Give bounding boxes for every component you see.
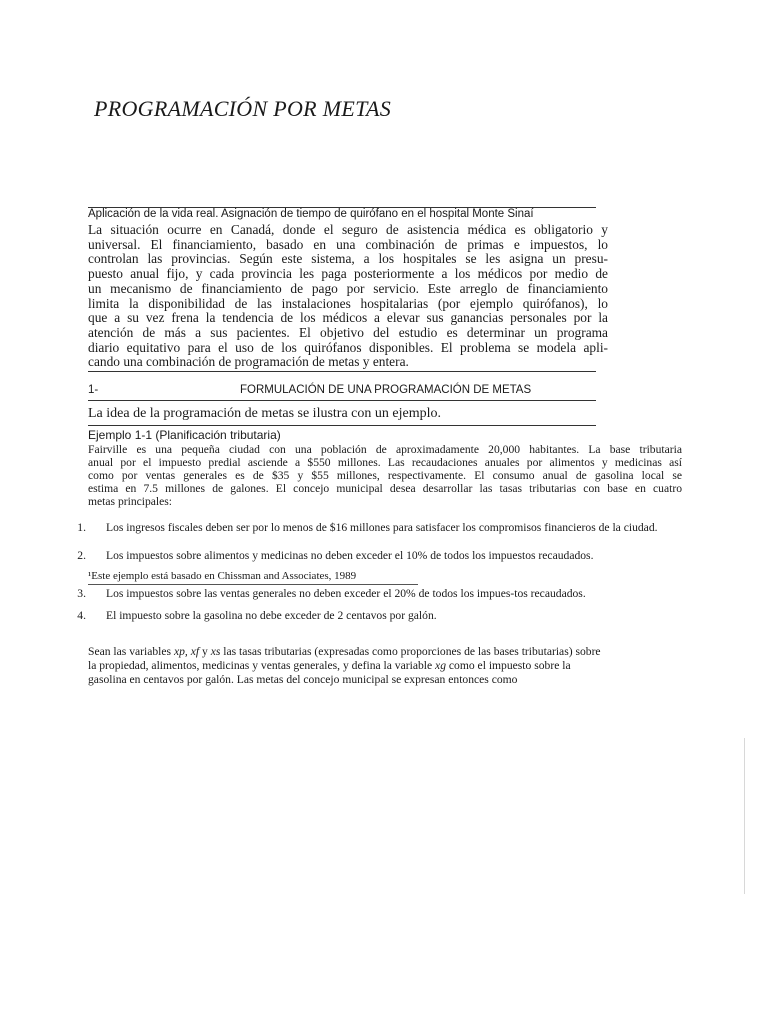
variables-line [88,645,682,659]
example-line: como por ventas generales es de $35 y $55 millones, respectivamente. El consumo anual de gasolina local se [88,469,682,483]
vars-text: la propiedad, alimentos, medicinas y ventas generales, y defina la variable [88,659,436,673]
goal-number: 1. [77,521,86,534]
variables-line [88,659,682,673]
case-line: controlan las provincias. Según este sistema, a los hospitales se les asigna un presu- [88,251,608,267]
example-line: anual por el impuesto predial asciende a $550 millones. Las recaudaciones anuales por alimentos y medicinas así [88,456,682,470]
goal-item [72,549,684,563]
vars-text: y [199,645,211,658]
case-line: limita la disponibilidad de las instalaciones hospitalarias (por ejemplo quirófanos), lo [88,295,608,311]
page-title: PROGRAMACIÓN POR METAS [94,96,392,121]
goal-number: 3. [77,587,86,600]
var-xs: xs [210,645,221,658]
case-line: atención de más a sus pacientes. El objetivo del estudio es determinar un programa [88,324,608,340]
goal-number: 4. [77,609,86,622]
section-title: FORMULACIÓN DE UNA PROGRAMACIÓN DE METAS [240,384,532,396]
goal-text: Los impuestos sobre alimentos y medicinas no deben exceder el 10% de todos los impuestos recaudados. [106,549,594,562]
example-body [88,443,682,508]
case-line: un mecanismo de financiamiento de pago por servicio. Este arreglo de financiamiento [88,280,608,296]
vars-text: las tasas tributarias (expresadas como proporciones de las bases tributarias) sobre [220,645,601,658]
section-rule [88,400,596,401]
variables-paragraph [88,645,682,688]
case-body [88,223,608,370]
goal-item [72,609,684,623]
case-line: La situación ocurre en Canadá, donde el seguro de asistencia médica es obligatorio y [88,222,608,237]
vars-text: como el impuesto sobre la [446,659,571,673]
var-xp: xp, [173,645,188,658]
variables-line: gasolina en centavos por galón. Las metas del concejo municipal se expresan entonces como [88,673,518,687]
var-xf: xf [190,645,200,658]
example-line: Fairville es una pequeña ciudad con una población de aproximadamente 20,000 habitantes. La base tributaria [88,443,682,456]
example-line: estima en 7.5 millones de galones. El concejo municipal desea desarrollar las tasas tributarias con base en cuatro [88,482,682,496]
vars-text: Sean las variables [88,645,174,658]
intro-rule [88,425,596,426]
goal-text: Los ingresos fiscales deben ser por lo menos de $16 millones para satisfacer los compromisos financieros de la ciudad. [106,521,658,534]
case-heading: Aplicación de la vida real. Asignación de tiempo de quirófano en el hospital Monte Sinaí [88,208,534,220]
section-number: 1- [88,384,99,396]
var-xg: xg [435,659,446,673]
page-edge-line [744,738,745,894]
goal-item [72,587,684,601]
example-line: metas principales: [88,495,173,509]
case-line: universal. El financiamiento, basado en una combinación de primas e impuestos, lo [88,236,608,252]
case-bottom-rule [88,371,596,372]
goal-item [72,521,684,535]
goal-text: Los impuestos sobre las ventas generales no deben exceder el 20% de todos los impues-tos recaudados. [106,587,586,600]
case-line: puesto anual fijo, y cada provincia les paga posteriormente a los médicos por medio de [88,266,608,282]
case-line: diario equitativo para el uso de los quirófanos disponibles. El problema se modela apli- [88,339,608,355]
case-line: que a su vez frena la tendencia de los médicos a elevar sus ganancias personales por la [88,310,608,326]
intro-text: La idea de la programación de metas se ilustra con un ejemplo. [88,406,441,421]
goal-number: 2. [77,549,86,562]
footnote: ¹Este ejemplo está basado en Chissman and Associates, 1989 [88,570,357,582]
case-line: cando una combinación de programación de metas y entera. [88,354,409,370]
example-heading: Ejemplo 1-1 (Planificación tributaria) [88,428,281,442]
footnote-rule [88,584,418,585]
goal-text: El impuesto sobre la gasolina no debe exceder de 2 centavos por galón. [106,609,437,622]
